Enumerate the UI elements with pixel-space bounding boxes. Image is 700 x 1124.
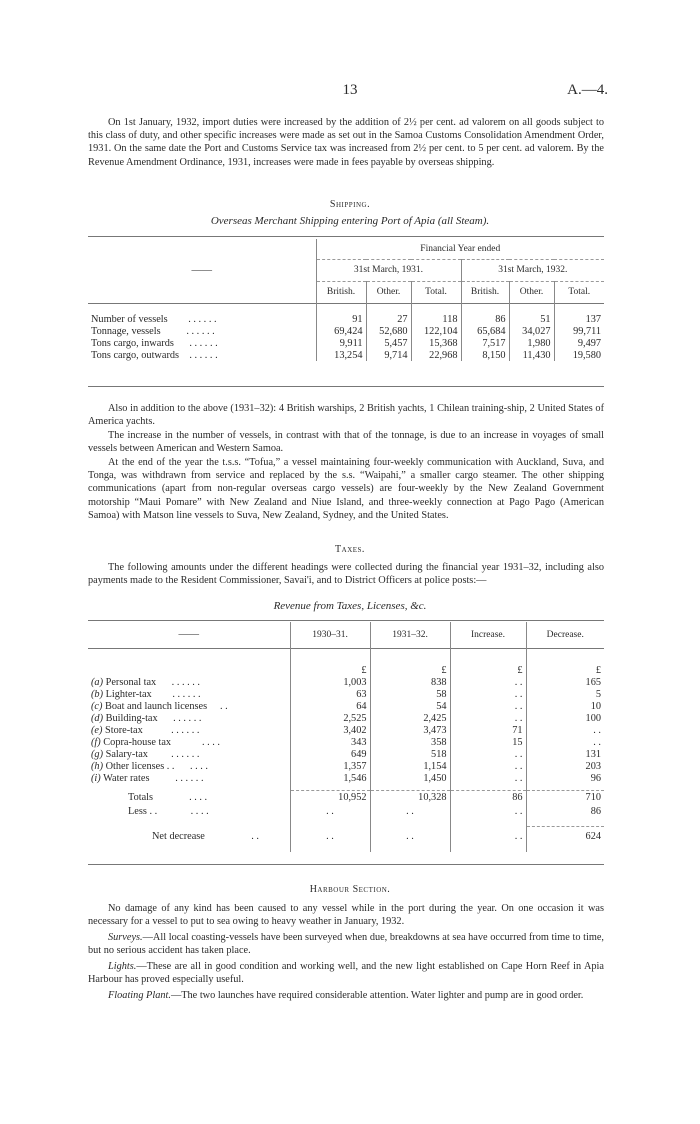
table-cell: 838 bbox=[370, 676, 450, 688]
table-row bbox=[88, 760, 604, 772]
table-cell: . . bbox=[450, 826, 526, 846]
table-cell: . . bbox=[450, 748, 526, 760]
table-cell: 99,711 bbox=[554, 325, 604, 337]
less-row bbox=[88, 804, 604, 818]
currency-unit: £ bbox=[526, 664, 604, 676]
row-label: Copra-house tax bbox=[103, 736, 172, 748]
table-cell: 203 bbox=[526, 760, 604, 772]
shipping-caption: Overseas Merchant Shipping entering Port of Apia (all Steam). bbox=[210, 215, 490, 227]
shipping-table-top-rule bbox=[88, 236, 604, 237]
table-cell: . . bbox=[450, 688, 526, 700]
floating-plant-text: —The two launches have required considerable attention. Water lighter and pump are in good order. bbox=[170, 990, 584, 1001]
shipping-year-1932: 31st March, 1932. bbox=[461, 259, 604, 281]
intro-paragraph: On 1st January, 1932, import duties were increased by the addition of 2½ per cent. ad valorem on all goods subject to this class of duty, and other specific increases were made as set out in the Samoa Customs Consolidation Amendment Order, 1931. On the same date the Port and Customs Service tax was increased from 2½ per cent. to 5 per cent. ad valorem. By the Revenue Amendment Ordinance, 1931, increases were made in fees payable by overseas shipping. bbox=[88, 117, 604, 168]
shipping-col-header: Other. bbox=[366, 281, 411, 303]
table-cell: 118 bbox=[411, 313, 461, 325]
taxes-col-header: 1930–31. bbox=[290, 622, 370, 648]
leader-dots: . . . . . . bbox=[171, 724, 200, 736]
row-key: (i) bbox=[91, 772, 101, 784]
taxes-caption: Revenue from Taxes, Licenses, &c. bbox=[273, 600, 427, 612]
table-cell: 91 bbox=[316, 313, 366, 325]
row-label: Salary-tax bbox=[105, 748, 148, 760]
table-cell: . . bbox=[290, 826, 370, 846]
table-cell: 52,680 bbox=[366, 325, 411, 337]
table-row bbox=[88, 688, 604, 700]
shipping-col-header: Total. bbox=[554, 281, 604, 303]
row-label: Less . . bbox=[128, 805, 158, 817]
row-label: Net decrease bbox=[152, 830, 205, 842]
table-cell: 13,254 bbox=[316, 349, 366, 361]
row-key: (b) bbox=[91, 688, 104, 700]
row-label: Tons cargo, outwards bbox=[91, 349, 180, 361]
table-cell: 15,368 bbox=[411, 337, 461, 349]
taxes-col-header: Decrease. bbox=[526, 622, 604, 648]
table-row bbox=[88, 676, 604, 688]
harbour-floating-plant-paragraph bbox=[88, 989, 604, 1002]
shipping-paragraph-1: Also in addition to the above (1931–32): 4 British warships, 2 British yachts, 1 Chilean training-ship, 2 United States of America yachts. bbox=[88, 403, 604, 428]
table-row bbox=[88, 736, 604, 748]
row-label: Water rates bbox=[103, 772, 150, 784]
shipping-heading: Shipping. bbox=[329, 199, 371, 210]
table-cell: . . bbox=[450, 700, 526, 712]
table-cell: . . bbox=[450, 676, 526, 688]
table-cell: . . bbox=[526, 724, 604, 736]
leader-dots: . . . . . . bbox=[175, 772, 204, 784]
table-cell: 10 bbox=[526, 700, 604, 712]
row-key: (a) bbox=[91, 676, 104, 688]
table-cell: 58 bbox=[370, 688, 450, 700]
row-label: Tons cargo, inwards bbox=[91, 337, 174, 349]
table-cell: 27 bbox=[366, 313, 411, 325]
floating-plant-label: Floating Plant. bbox=[108, 990, 171, 1001]
table-cell: 2,525 bbox=[290, 712, 370, 724]
harbour-heading: Harbour Section. bbox=[309, 884, 391, 895]
net-decrease-row bbox=[88, 826, 604, 846]
table-cell: 137 bbox=[554, 313, 604, 325]
shipping-year-1931: 31st March, 1931. bbox=[316, 259, 461, 281]
harbour-surveys-paragraph bbox=[88, 931, 604, 957]
shipping-paragraph-2: The increase in the number of vessels, in contrast with that of the tonnage, is due to an increase in voyages of small vessels between American and Western Samoa. bbox=[88, 430, 604, 455]
leader-dots: . . . . bbox=[189, 791, 208, 803]
leader-dots: . . bbox=[251, 830, 259, 842]
taxes-table-top-rule bbox=[88, 620, 604, 621]
shipping-col-header: Other. bbox=[509, 281, 554, 303]
table-cell: 51 bbox=[509, 313, 554, 325]
table-cell: . . bbox=[370, 804, 450, 818]
table-cell: . . bbox=[450, 760, 526, 772]
leader-dots: . . . . bbox=[201, 736, 220, 748]
table-cell: 8,150 bbox=[461, 349, 509, 361]
lights-text: —These are all in good condition and working well, and the new light established on Cape Horn Reef in Apia Harbour has proved especially useful. bbox=[88, 961, 604, 986]
row-label: Store-tax bbox=[105, 724, 143, 736]
table-cell: 165 bbox=[526, 676, 604, 688]
table-cell: 10,952 bbox=[290, 790, 370, 804]
table-cell: 86 bbox=[461, 313, 509, 325]
table-cell: 131 bbox=[526, 748, 604, 760]
table-cell: . . bbox=[450, 772, 526, 784]
leader-dots: . . . . . . bbox=[171, 676, 200, 688]
table-row bbox=[88, 337, 604, 349]
table-cell: 9,911 bbox=[316, 337, 366, 349]
currency-unit: £ bbox=[370, 664, 450, 676]
table-cell: 5 bbox=[526, 688, 604, 700]
table-row bbox=[88, 724, 604, 736]
leader-dots: . . . . bbox=[190, 805, 209, 817]
leader-dots: . . . . . . bbox=[172, 688, 201, 700]
shipping-paragraph-3: At the end of the year the t.s.s. “Tofua,” a vessel maintaining four-weekly communication with Auckland, Suva, and Tonga, was withdrawn from service and replaced by the s.s. “Waipahi,” a smaller cargo steamer. The other shipping communications (apart from non-regular overseas cargo vessels) are four-weekly by the New Zealand Government motorship “Maui Pomare” with New Zealand and Niue Island, and three-weekly connection at Pago Pago (American Samoa) with Matson line vessels to Suva, New Zealand, Sydney, and the United States. bbox=[88, 457, 604, 521]
shipping-col-header: British. bbox=[316, 281, 366, 303]
table-cell: 86 bbox=[450, 790, 526, 804]
taxes-table-bottom-rule bbox=[88, 864, 604, 865]
table-cell: 63 bbox=[290, 688, 370, 700]
totals-row bbox=[88, 790, 604, 804]
table-cell: 649 bbox=[290, 748, 370, 760]
table-cell: 1,357 bbox=[290, 760, 370, 772]
table-cell: 710 bbox=[526, 790, 604, 804]
row-key: (g) bbox=[91, 748, 104, 760]
currency-unit: £ bbox=[450, 664, 526, 676]
table-cell: 22,968 bbox=[411, 349, 461, 361]
leader-dots: . . . . . . bbox=[188, 313, 217, 325]
table-cell: 7,517 bbox=[461, 337, 509, 349]
table-row bbox=[88, 700, 604, 712]
row-label: Building-tax bbox=[105, 712, 158, 724]
table-cell: 65,684 bbox=[461, 325, 509, 337]
row-label: Other licenses . . bbox=[105, 760, 175, 772]
table-cell: 624 bbox=[526, 826, 604, 846]
table-cell: 3,473 bbox=[370, 724, 450, 736]
document-reference: A.—4. bbox=[567, 82, 608, 98]
taxes-table bbox=[88, 622, 604, 852]
row-label: Totals bbox=[128, 791, 154, 803]
row-key: (h) bbox=[91, 760, 104, 772]
table-cell: 19,580 bbox=[554, 349, 604, 361]
shipping-group-head: Financial Year ended bbox=[316, 239, 604, 259]
surveys-text: —All local coasting-vessels have been surveyed when due, breakdowns at sea have occurred from time to time, but no serious accident has taken place. bbox=[88, 932, 604, 957]
surveys-label: Surveys. bbox=[108, 932, 143, 943]
table-cell: . . bbox=[526, 736, 604, 748]
table-cell: 2,425 bbox=[370, 712, 450, 724]
row-label: Lighter-tax bbox=[105, 688, 152, 700]
table-cell: 69,424 bbox=[316, 325, 366, 337]
leader-dots: . . . . . . bbox=[189, 349, 218, 361]
table-row bbox=[88, 748, 604, 760]
leader-dots: . . bbox=[219, 700, 228, 712]
table-cell: . . bbox=[450, 804, 526, 818]
shipping-col-header: Total. bbox=[411, 281, 461, 303]
table-row bbox=[88, 712, 604, 724]
table-cell: . . bbox=[450, 712, 526, 724]
leader-dots: . . . . . . bbox=[173, 712, 202, 724]
row-key: (f) bbox=[91, 736, 101, 748]
table-row bbox=[88, 325, 604, 337]
leader-dots: . . . . . . bbox=[186, 325, 215, 337]
taxes-col-header: 1931–32. bbox=[370, 622, 450, 648]
table-row bbox=[88, 772, 604, 784]
table-cell: 86 bbox=[526, 804, 604, 818]
table-cell: 1,450 bbox=[370, 772, 450, 784]
table-cell: 64 bbox=[290, 700, 370, 712]
table-cell: 1,980 bbox=[509, 337, 554, 349]
row-label: Number of vessels bbox=[91, 313, 168, 325]
shipping-table-bottom-rule bbox=[88, 386, 604, 387]
table-cell: 1,003 bbox=[290, 676, 370, 688]
page-number: 13 bbox=[342, 82, 358, 98]
taxes-heading: Taxes. bbox=[335, 544, 365, 555]
row-label: Boat and launch licenses bbox=[105, 700, 208, 712]
table-cell: . . bbox=[290, 804, 370, 818]
table-cell: 3,402 bbox=[290, 724, 370, 736]
taxes-intro: The following amounts under the different headings were collected during the financial year 1931–32, including also payments made to the Resident Commissioner, Savai'i, and to District Officers at police posts:— bbox=[88, 562, 604, 587]
shipping-blank-head: —— bbox=[191, 265, 213, 277]
harbour-paragraph-1: No damage of any kind has been caused to any vessel while in the port during the year. On one occasion it was necessary for a vessel to put to sea owing to heavy weather in January, 1932. bbox=[88, 903, 604, 928]
harbour-lights-paragraph bbox=[88, 960, 604, 986]
table-cell: 71 bbox=[450, 724, 526, 736]
table-cell: 5,457 bbox=[366, 337, 411, 349]
table-cell: . . bbox=[370, 826, 450, 846]
row-label: Tonnage, vessels bbox=[91, 325, 161, 337]
table-cell: 54 bbox=[370, 700, 450, 712]
leader-dots: . . . . bbox=[189, 760, 208, 772]
row-key: (d) bbox=[91, 712, 104, 724]
table-cell: 1,546 bbox=[290, 772, 370, 784]
table-cell: 358 bbox=[370, 736, 450, 748]
shipping-col-header: British. bbox=[461, 281, 509, 303]
table-cell: 9,714 bbox=[366, 349, 411, 361]
taxes-col-header: Increase. bbox=[450, 622, 526, 648]
shipping-table bbox=[88, 239, 604, 361]
table-cell: 96 bbox=[526, 772, 604, 784]
table-cell: 11,430 bbox=[509, 349, 554, 361]
table-row bbox=[88, 313, 604, 325]
table-cell: 343 bbox=[290, 736, 370, 748]
leader-dots: . . . . . . bbox=[171, 748, 200, 760]
table-cell: 100 bbox=[526, 712, 604, 724]
row-key: (e) bbox=[91, 724, 103, 736]
taxes-blank-head: —— bbox=[178, 629, 200, 641]
lights-label: Lights. bbox=[108, 961, 137, 972]
table-cell: 9,497 bbox=[554, 337, 604, 349]
table-row bbox=[88, 349, 604, 361]
table-cell: 1,154 bbox=[370, 760, 450, 772]
table-cell: 518 bbox=[370, 748, 450, 760]
leader-dots: . . . . . . bbox=[189, 337, 218, 349]
table-cell: 15 bbox=[450, 736, 526, 748]
table-cell: 34,027 bbox=[509, 325, 554, 337]
table-cell: 122,104 bbox=[411, 325, 461, 337]
row-key: (c) bbox=[91, 700, 103, 712]
row-label: Personal tax bbox=[105, 676, 157, 688]
table-cell: 10,328 bbox=[370, 790, 450, 804]
currency-unit: £ bbox=[290, 664, 370, 676]
